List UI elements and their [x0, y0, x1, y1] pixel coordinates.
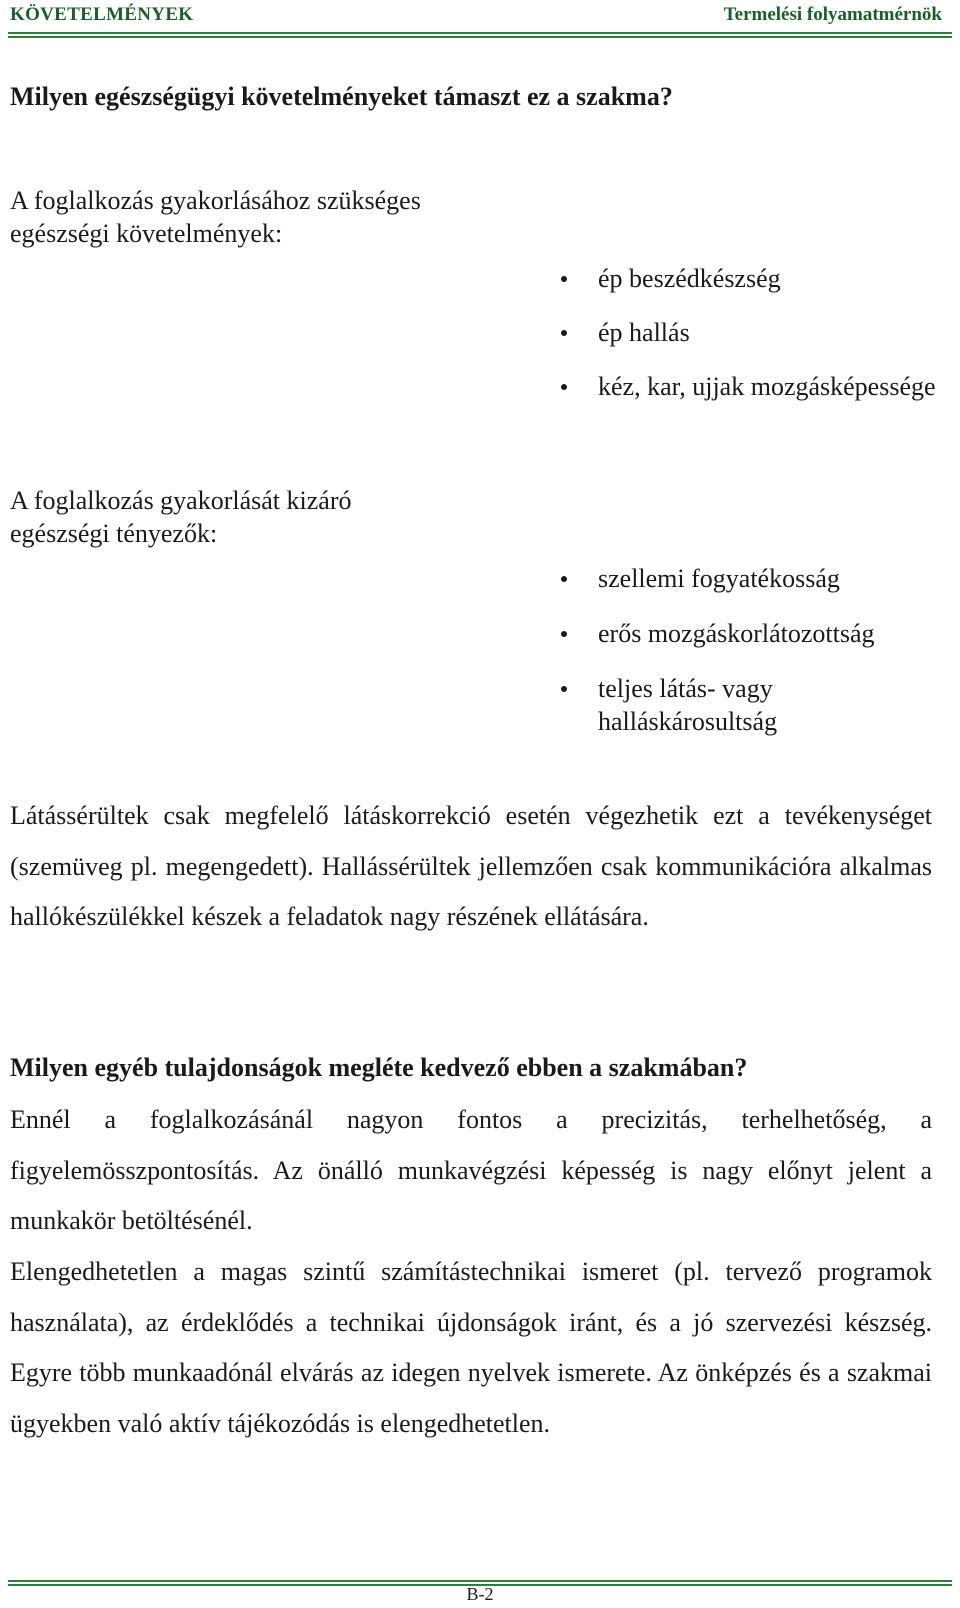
list-item [572, 562, 942, 595]
excluding-health-label-line1: A foglalkozás gyakorlását kizáró [10, 486, 352, 515]
list-item-text: ép beszédkészség [598, 264, 781, 293]
required-health-label [10, 184, 421, 250]
bullet-icon [561, 631, 567, 637]
bullet-icon [561, 576, 567, 582]
header-section-title: KÖVETELMÉNYEK [10, 4, 194, 25]
page-number: B-2 [466, 1584, 494, 1604]
vision-hearing-paragraph: Látássérültek csak megfelelő látáskorrekció esetén végezhetik ezt a tevékenységet (szemüveg pl. megengedett). Hallássérültek jellemzően csak kommunikációra alkalmas hallókészülékkel készek a feladatok nagy részének ellátására. [10, 801, 932, 931]
bullet-icon [561, 330, 567, 336]
excluding-health-label-line2: egészségi tényezők: [10, 519, 218, 548]
required-health-list [572, 262, 942, 403]
it-skills-paragraph: Elengedhetetlen a magas szintű számítástechnikai ismeret (pl. tervező programok használata), az érdeklődés a technikai újdonságok iránt, és a jó szervezési készség. Egyre több munkaadónál elvárás az idegen nyelvek ismerete. Az önképzés és a szakmai ügyekben való aktív tájékozódás is elengedhetetlen. [10, 1257, 932, 1438]
bullet-icon [561, 384, 567, 390]
health-requirements-question: Milyen egészségügyi követelményeket támaszt ez a szakma? [10, 82, 673, 111]
list-item [572, 617, 942, 650]
precision-paragraph: Ennél a foglalkozásánál nagyon fontos a precizitás, terhelhetőség, a figyelemösszpontosítás. Az önálló munkavégzési képesség is nagy előnyt jelent a munkakör betöltésénél. [10, 1105, 932, 1235]
other-qualities-question: Milyen egyéb tulajdonságok megléte kedvező ebben a szakmában? [10, 1053, 748, 1082]
list-item [572, 316, 942, 349]
list-item [572, 262, 942, 295]
header-profession-title: Termelési folyamatmérnök [723, 4, 942, 25]
header-divider [8, 32, 952, 38]
list-item-text: ép hallás [598, 318, 690, 347]
required-health-label-line2: egészségi követelmények: [10, 219, 283, 248]
bullet-icon [561, 686, 567, 692]
bullet-icon [561, 276, 567, 282]
list-item [572, 672, 942, 738]
required-health-label-line1: A foglalkozás gyakorlásához szükséges [10, 186, 421, 215]
excluding-health-list [572, 562, 942, 738]
list-item-text: erős mozgáskorlátozottság [598, 619, 875, 648]
list-item [572, 370, 942, 403]
list-item-text: teljes látás- vagy halláskárosultság [598, 674, 778, 736]
excluding-health-label [10, 484, 352, 550]
list-item-text: szellemi fogyatékosság [598, 564, 840, 593]
list-item-text: kéz, kar, ujjak mozgásképessége [598, 372, 936, 401]
